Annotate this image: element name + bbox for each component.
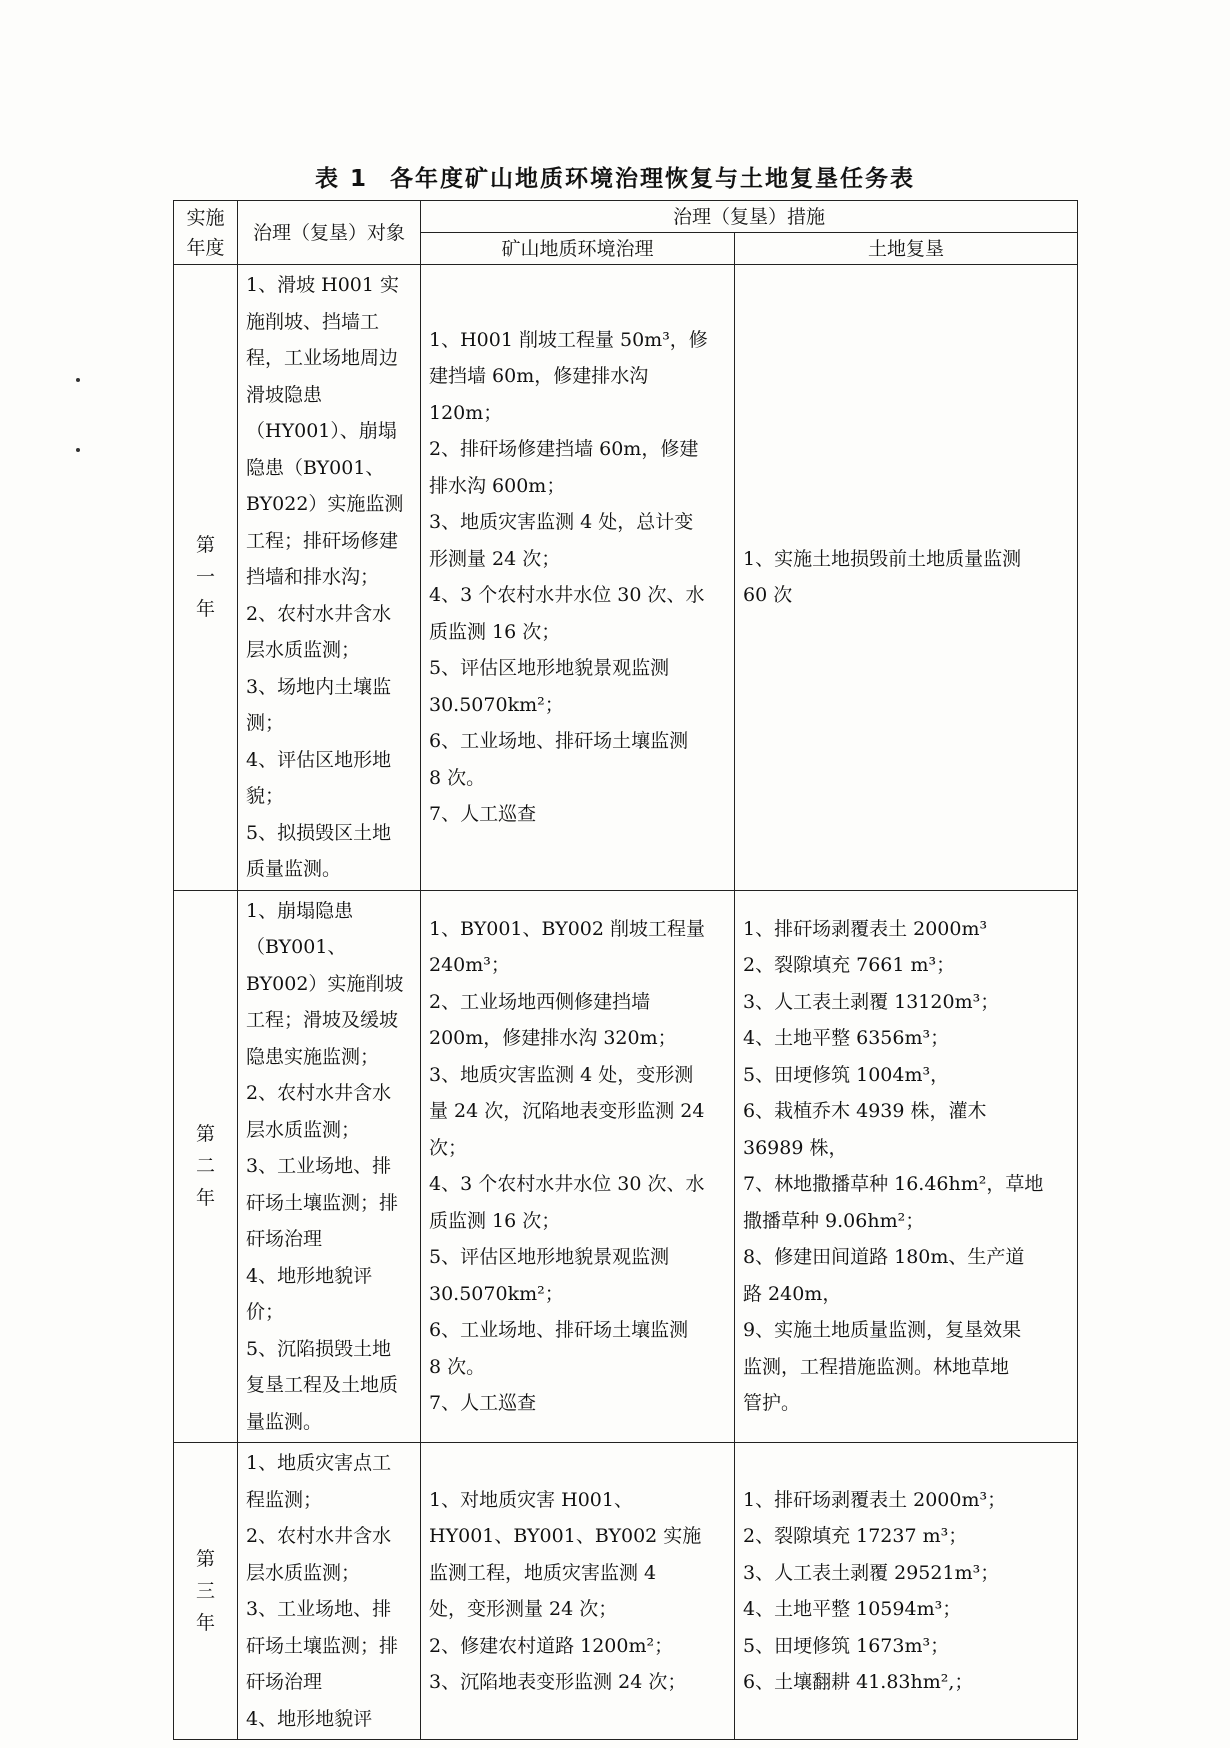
year-cell (174, 265, 238, 891)
land-line: 3、人工表土剥覆 29521m³； (743, 1561, 1000, 1584)
land-cell (735, 265, 1078, 891)
geo-line: 240m³； (429, 954, 510, 977)
land-line: 4、土地平整 6356m³； (743, 1027, 950, 1050)
object-line: 质量监测。 (246, 858, 342, 880)
geo-line: 量 24 次，沉陷地表变形监测 24 (429, 1100, 705, 1123)
land-line: 管护。 (743, 1392, 801, 1415)
geo-line: 次； (429, 1136, 468, 1159)
geo-line: 8 次。 (429, 1355, 486, 1378)
geo-line: 3、沉陷地表变形监测 24 次； (429, 1671, 687, 1693)
table-number: 表 1 (314, 166, 368, 192)
object-line: 3、工业场地、排 (246, 1155, 392, 1177)
object-line: 1、地质灾害点工 (246, 1452, 392, 1474)
scan-dot (76, 448, 80, 452)
land-line: 1、排矸场剥覆表土 2000m³； (743, 1488, 1007, 1511)
object-cell (238, 890, 421, 1443)
header-measures: 治理（复垦）措施 (421, 201, 1078, 233)
object-line: 测； (246, 712, 285, 734)
land-cell (735, 1443, 1078, 1740)
year-cell (174, 1443, 238, 1740)
land-line: 1、排矸场剥覆表土 2000m³ (743, 917, 988, 940)
geo-line: 2、排矸场修建挡墙 60m，修建 (429, 438, 699, 461)
object-line: BY022）实施监测 (246, 493, 404, 515)
geo-line: 7、人工巡查 (429, 803, 537, 826)
object-line: 矸场土壤监测；排 (246, 1634, 399, 1657)
geo-line: 30.5070km²； (429, 1282, 564, 1305)
land-line: 6、栽植乔木 4939 株，灌木 (743, 1100, 987, 1123)
object-line: 貌； (246, 785, 285, 807)
header-year (174, 201, 238, 265)
land-line: 监测，工程措施监测。林地草地 (743, 1355, 1010, 1378)
land-line: 3、人工表土剥覆 13120m³； (743, 990, 1000, 1013)
geo-line: 5、评估区地形地貌景观监测 (429, 1246, 670, 1269)
land-cell (735, 890, 1078, 1443)
year-line: 二 (195, 1155, 215, 1178)
land-line: 7、林地撒播草种 16.46hm²，草地 (743, 1173, 1044, 1196)
year-line: 第 (195, 1548, 215, 1570)
object-line: 4、评估区地形地 (246, 748, 392, 771)
year-line: 年 (195, 1187, 215, 1210)
geo-line: 4、3 个农村水井水位 30 次、水 (429, 584, 705, 607)
geo-line: 200m，修建排水沟 320m； (429, 1027, 677, 1050)
geo-line: 质监测 16 次； (429, 1209, 561, 1232)
object-line: 滑坡隐患 (246, 383, 323, 406)
land-line: 撒播草种 9.06hm²； (743, 1209, 925, 1232)
geo-line: 建挡墙 60m，修建排水沟 (429, 365, 649, 388)
object-line: 复垦工程及土地质 (246, 1374, 399, 1396)
land-line: 5、田埂修筑 1004m³， (743, 1063, 950, 1086)
object-line: 5、拟损毁区土地 (246, 821, 392, 844)
geo-line: 监测工程，地质灾害监测 4 (429, 1561, 657, 1584)
geo-line: 4、3 个农村水井水位 30 次、水 (429, 1173, 705, 1196)
object-line: 层水质监测； (246, 1118, 361, 1141)
land-line: 6、土壤翻耕 41.83hm²,； (743, 1671, 974, 1693)
geo-line: 3、地质灾害监测 4 处，总计变 (429, 511, 694, 534)
object-line: 挡墙和排水沟； (246, 566, 380, 588)
geo-line: 1、对地质灾害 H001、 (429, 1488, 633, 1511)
object-line: 矸场土壤监测；排 (246, 1191, 399, 1214)
geo-line: 1、BY001、BY002 削坡工程量 (429, 917, 706, 940)
object-line: 工程；滑坡及缓坡 (246, 1009, 399, 1031)
object-cell (238, 1443, 421, 1740)
header-year-line: 实施 (186, 206, 225, 229)
geo-line: 1、H001 削坡工程量 50m³，修 (429, 328, 708, 351)
year-line: 第 (195, 1123, 215, 1146)
year-line: 年 (195, 598, 215, 621)
object-line: 3、场地内土壤监 (246, 675, 392, 698)
table-row (174, 1443, 1078, 1740)
geo-line: 形测量 24 次； (429, 547, 561, 570)
year-line: 一 (195, 566, 215, 589)
object-line: 4、地形地貌评 (246, 1264, 373, 1287)
object-cell (238, 265, 421, 891)
land-line: 2、裂隙填充 17237 m³； (743, 1525, 968, 1547)
object-line: 矸场治理 (246, 1671, 323, 1693)
object-line: 2、农村水井含水 (246, 1082, 392, 1104)
table-row (174, 265, 1078, 891)
header-geo: 矿山地质环境治理 (421, 233, 735, 265)
object-line: 2、农村水井含水 (246, 1525, 392, 1547)
year-cell (174, 890, 238, 1443)
geo-line: 30.5070km²； (429, 693, 564, 716)
geo-cell (421, 265, 735, 891)
geo-line: 8 次。 (429, 766, 486, 789)
year-line: 第 (195, 534, 215, 557)
object-line: 隐患实施监测； (246, 1045, 380, 1068)
object-line: 层水质监测； (246, 1561, 361, 1584)
object-line: 隐患（BY001、 (246, 456, 385, 479)
object-line: 5、沉陷损毁土地 (246, 1337, 392, 1360)
geo-line: 5、评估区地形地貌景观监测 (429, 657, 670, 680)
geo-line: 7、人工巡查 (429, 1392, 537, 1415)
geo-line: 2、工业场地西侧修建挡墙 (429, 990, 651, 1013)
land-line: 1、实施土地损毁前土地质量监测 (743, 547, 1022, 570)
geo-cell (421, 1443, 735, 1740)
geo-line: HY001、BY001、BY002 实施 (429, 1525, 702, 1547)
land-line: 4、土地平整 10594m³； (743, 1598, 962, 1620)
geo-line: 处，变形测量 24 次； (429, 1598, 618, 1620)
land-line: 36989 株， (743, 1136, 848, 1159)
year-line: 三 (195, 1580, 215, 1602)
land-line: 8、修建田间道路 180m、生产道 (743, 1246, 1025, 1269)
object-line: 1、滑坡 H001 实 (246, 274, 400, 296)
land-line: 2、裂隙填充 7661 m³； (743, 954, 956, 977)
geo-line: 120m； (429, 401, 503, 424)
geo-line: 6、工业场地、排矸场土壤监测 (429, 1319, 689, 1342)
object-line: （HY001）、崩塌 (246, 420, 397, 442)
geo-line: 6、工业场地、排矸场土壤监测 (429, 730, 689, 753)
geo-line: 排水沟 600m； (429, 474, 566, 497)
object-line: 层水质监测； (246, 639, 361, 661)
object-line: 4、地形地貌评 (246, 1707, 373, 1730)
geo-cell (421, 890, 735, 1443)
object-line: 施削坡、挡墙工 (246, 310, 380, 333)
object-line: 1、崩塌隐患 (246, 899, 354, 922)
object-line: BY002）实施削坡 (246, 972, 404, 995)
land-line: 5、田埂修筑 1673m³； (743, 1634, 950, 1657)
task-table (173, 200, 1078, 1740)
object-line: 2、农村水井含水 (246, 602, 392, 625)
land-line: 9、实施土地质量监测，复垦效果 (743, 1319, 1022, 1342)
land-line: 60 次 (743, 584, 793, 607)
object-line: 程，工业场地周边 (246, 347, 399, 369)
geo-line: 3、地质灾害监测 4 处，变形测 (429, 1063, 694, 1086)
object-line: 量监测。 (246, 1410, 323, 1433)
table-row (174, 890, 1078, 1443)
scan-dot (76, 378, 80, 382)
header-object: 治理（复垦）对象 (238, 201, 421, 265)
object-line: 价； (246, 1301, 285, 1323)
header-year-line: 年度 (186, 236, 225, 259)
object-line: 矸场治理 (246, 1228, 323, 1250)
land-line: 路 240m， (743, 1282, 842, 1305)
year-line: 年 (195, 1612, 215, 1634)
geo-line: 质监测 16 次； (429, 620, 561, 643)
table-title-text: 各年度矿山地质环境治理恢复与土地复垦任务表 (390, 166, 915, 192)
object-line: 3、工业场地、排 (246, 1598, 392, 1620)
object-line: 工程；排矸场修建 (246, 529, 399, 552)
object-line: 程监测； (246, 1488, 323, 1511)
geo-line: 2、修建农村道路 1200m²； (429, 1634, 674, 1657)
table-title (0, 160, 1230, 193)
header-land: 土地复垦 (735, 233, 1078, 265)
object-line: （BY001、 (246, 936, 347, 958)
